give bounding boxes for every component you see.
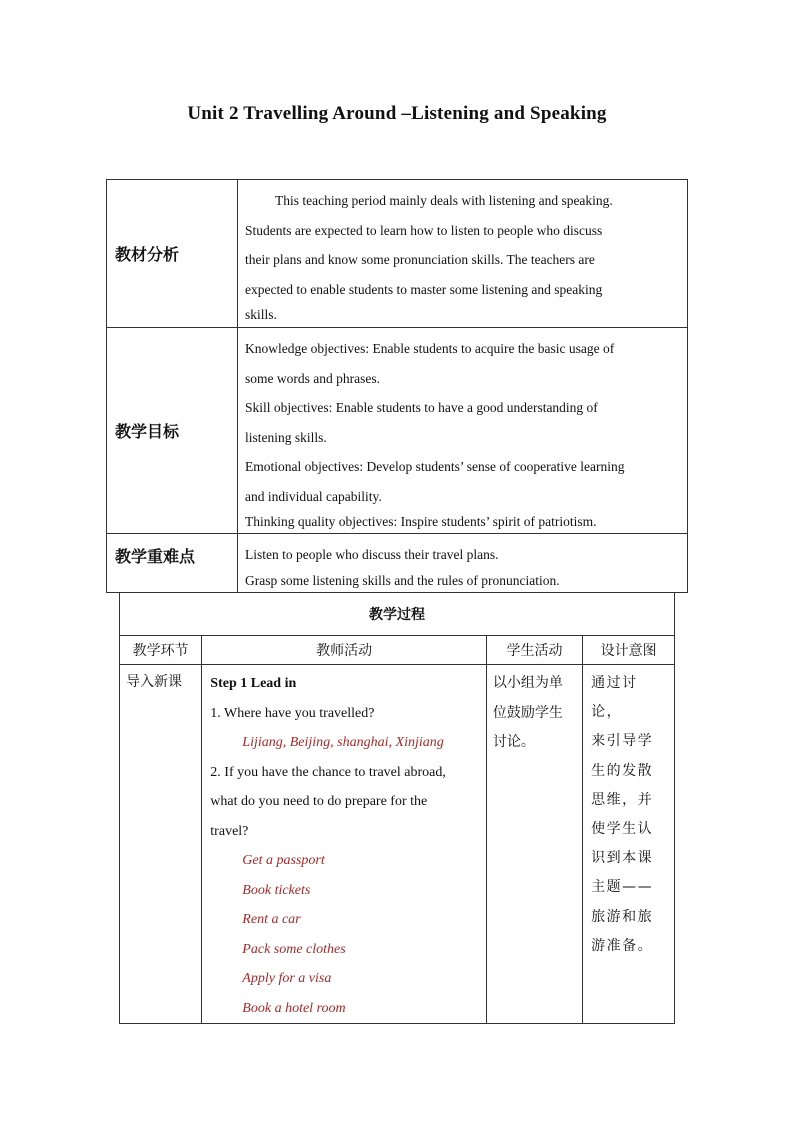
- text-line: Students are expected to learn how to listen to people who discuss: [245, 222, 603, 238]
- overview-table: [106, 179, 688, 593]
- stage-cell: 导入新课: [120, 665, 202, 1024]
- overview-text: [238, 534, 688, 593]
- overview-row-objectives: [107, 328, 688, 534]
- student-activity-line: 以小组为单: [492, 675, 563, 691]
- text-line: listening skills.: [245, 429, 327, 445]
- text-line: Listen to people who discuss their travel plans.: [245, 547, 499, 562]
- question-2-line: what do you need to do prepare for the: [210, 794, 428, 809]
- text-line: their plans and know some pronunciation skills. The teachers are: [245, 252, 595, 267]
- question-1: 1. Where have you travelled?: [210, 705, 375, 721]
- teacher-activity-cell: [202, 665, 487, 1024]
- column-header: 教师活动: [202, 636, 487, 665]
- question-2-line: travel?: [210, 823, 249, 839]
- text-line: expected to enable students to master some listening and speaking: [245, 281, 603, 297]
- student-activity-line: 讨论。: [492, 734, 535, 750]
- answer-item: Book a hotel room: [242, 1000, 346, 1016]
- column-header: 学生活动: [486, 636, 582, 665]
- question-2-line: 2. If you have the chance to travel abroad,: [210, 764, 446, 780]
- text-line: Knowledge objectives: Enable students to acquire the basic usage of: [245, 341, 615, 356]
- design-intent-line: 旅游和旅: [591, 908, 654, 925]
- step-title: Step 1 Lead in: [210, 676, 297, 691]
- process-header: 教学过程: [120, 593, 675, 636]
- student-activity-line: 位鼓励学生: [492, 704, 563, 721]
- student-activity-cell: [486, 665, 582, 1024]
- text-line: some words and phrases.: [245, 370, 380, 386]
- design-intent-line: 游准备。: [591, 937, 654, 954]
- design-intent-line: 生的发散: [591, 762, 654, 779]
- process-header-row: [120, 593, 675, 636]
- process-column-row: [120, 636, 675, 665]
- design-intent-line: 来引导学: [591, 733, 654, 750]
- answer-item: Book tickets: [242, 882, 311, 898]
- column-header: 设计意图: [583, 636, 675, 665]
- design-intent-line: 使学生认: [591, 821, 654, 838]
- answer-1: Lijiang, Beijing, shanghai, Xinjiang: [242, 735, 444, 750]
- text-line: Thinking quality objectives: Inspire students’ spirit of patriotism.: [245, 514, 597, 529]
- answer-item: Apply for a visa: [242, 971, 332, 986]
- overview-label: 教学目标: [107, 328, 238, 534]
- text-line: and individual capability.: [245, 488, 382, 504]
- design-intent-cell: [583, 665, 675, 1024]
- design-intent-line: 主题——: [591, 879, 654, 896]
- column-header: 教学环节: [120, 636, 202, 665]
- overview-label: 教学重难点: [107, 534, 238, 593]
- overview-label: 教材分析: [107, 180, 238, 328]
- process-row: [120, 665, 675, 1024]
- overview-text: [238, 328, 688, 534]
- overview-text: [238, 180, 688, 328]
- answer-item: Rent a car: [242, 912, 301, 927]
- answer-item: Pack some clothes: [242, 941, 346, 957]
- answer-item: Get a passport: [242, 853, 325, 868]
- text-line: Grasp some listening skills and the rules of pronunciation.: [245, 572, 560, 588]
- design-intent-line: 识到本课: [591, 850, 654, 867]
- text-line: Emotional objectives: Develop students’ sense of cooperative learning: [245, 459, 625, 474]
- overview-row-analysis: [107, 180, 688, 328]
- overview-row-keypoints: [107, 534, 688, 593]
- page-title: Unit 2 Travelling Around –Listening and Speaking: [187, 103, 607, 124]
- text-line: This teaching period mainly deals with listening and speaking.: [275, 193, 613, 208]
- design-intent-line: 思维，并: [591, 791, 654, 808]
- text-line: Skill objectives: Enable students to have a good understanding of: [245, 400, 598, 415]
- text-line: skills.: [245, 307, 277, 322]
- design-intent-line: 通过讨论，: [591, 675, 638, 721]
- process-table: [119, 592, 675, 1024]
